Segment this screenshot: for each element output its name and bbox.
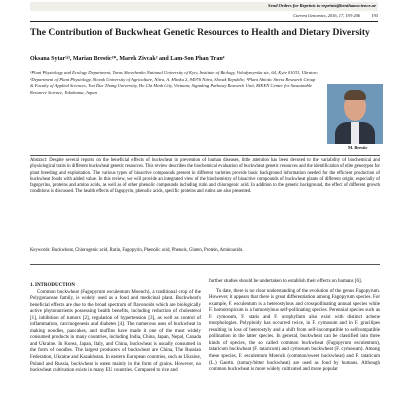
left-column bbox=[30, 283, 201, 375]
article-title: The Contribution of Buckwheat Genetic Resources to Health and Dietary Diversity bbox=[30, 27, 370, 38]
intro-paragraph-right-2: To date, there is no clear understanding of the evolution of the genus Fagopyrum. However, it appears that there is great differentiation among Fagopyrum species. For example, F. esculentum is a heterostylous and crosspollinating annual species while F. homotropicum is a homostylous self-pollinating species. Perennial species such as F. cymosum, F. statis and F. urophyllum also exist with distinct achene morphologies. Polyploidy has occurred twice, in F. cymosum and in F. gracilipes resulting in loss of heterostyly and a shift from self-incompatible to selfcompatible pollination in the latter species. In general, buckwheat can be classified into three kinds of species, the so called common buckwheat (Fagopyrum esculentum), tataricum buckwheat (F. tataricum) and cymosum buckwheat (F. cymosum). Among these species, F. esculentum Moench (common/sweet buckwheat) and F. tataricum (L.) Gaertn. (tartary/bitter buckwheat) are used as food by humans. Although common buckwheat is more widely cultivated and more popular bbox=[209, 288, 380, 373]
abstract-text: Abstract: Despite several reports on the beneficial effects of buckwheat in prevention of human diseases, little attention has been devoted to the variability of biochemical and physiological traits in different buckwheat genetic resources. This review describes the biochemical evaluation of buckwheat genetic resources and the identification of elite genotypes for plant breeding and exploitation. The various types of bioactive compounds present in different varieties provide basic background information needed for the efficient production of buckwheat foods with added value. In this review, we will provide an integrated view of the biochemistry of bioactive compounds of buckwheat plants of different origin, especially of fagopyrins, proteins and amino acids, as well as of other phenolic compounds including rutin and chlorogenic acid. In addition to the genetic background, the effect of different growth conditions is discussed. The health effects of fagopyrin, phenolic acids, specific proteins and rutins are also presented. bbox=[30, 158, 380, 195]
affiliations: ¹Plant Physiology and Ecology Department, Taras Shevchenko National University of Kyiv, Institute of Biology, Volodymyrska str., 64, Kyiv 01033, Ukraine; ²Department of Plant Physiology, Slovak University of Agriculture, Nitra, A. Hlinku 2, 94976 Nitra, Slovak Republic; ³Plant Abiotic Stress Research Group & Faculty of Applied Sciences, Ton Duc Thang University, Ho Chi Minh City, Vietnam; Signaling Pathway Research Unit, RIKEN Center for Sustainable Resource Science, Yokohama, Japan bbox=[30, 70, 319, 95]
photo-hair bbox=[344, 90, 366, 100]
reprint-notice: Send Orders for Reprints to reprints@benthamscience.ae bbox=[268, 3, 376, 8]
right-column bbox=[209, 279, 380, 374]
journal-header bbox=[30, 12, 378, 22]
author-photo bbox=[327, 84, 383, 144]
intro-paragraph-left: Common buckwheat (Fagopyrum esculentum Moench), a traditional crop of the Polygonaceae family, is widely used as a food and medicinal plant. Buckwheat's beneficial effects are due to the broad spectrum of flavonoids which are biologically active phytonutrients possessing health benefits, including reduction of cholesterol [1], inhibition of tumors [2], regulation of hypertension [3], as well as control of inflammation, carcinogenesis and diabetes [4]. The numerous uses of buckwheat in making noodles, pancakes, and muffins have made it one of the most widely consumed products in many countries, including India, China, Japan, Nepal, Canada and Ukraine. In Korea, Japan, Italy, and China, buckwheat is usually consumed in the form of noodles. The largest producers of buckwheat are China, The Russian Federation, Ukraine and Kazakhstan. In eastern European countries, such as Ukraine, Poland and Russia, buckwheat is eaten mainly in the form of grains. However, no buckwheat cultivation exists in many EU countries. Compared to rice and bbox=[30, 289, 201, 374]
journal-citation: Current Genomics, 2016, 17, 193-206 bbox=[293, 13, 360, 18]
photo-caption: M. Brestic bbox=[348, 145, 368, 150]
photo-shirt bbox=[351, 122, 359, 144]
abstract-top-rule bbox=[30, 155, 380, 156]
keywords: Keywords: Buckwheat, Chlorogenic acid, Rutin, Fagopyrin, Phenolic acid, Phenols, Gluten, Protein, Aminoacids. bbox=[30, 248, 244, 253]
page-number: 193 bbox=[371, 13, 378, 18]
section-heading: 1. INTRODUCTION bbox=[30, 283, 76, 288]
abstract-bottom-rule bbox=[30, 264, 380, 265]
intro-paragraph-right-1: further studies should be undertaken to establish their effects on humans [6]. bbox=[209, 279, 362, 284]
author-list: Oksana Sytar¹ʲ³, Marian Brestic²*, Marek Zivcak² and Lam-Son Phan Tran⁴ bbox=[30, 56, 225, 62]
